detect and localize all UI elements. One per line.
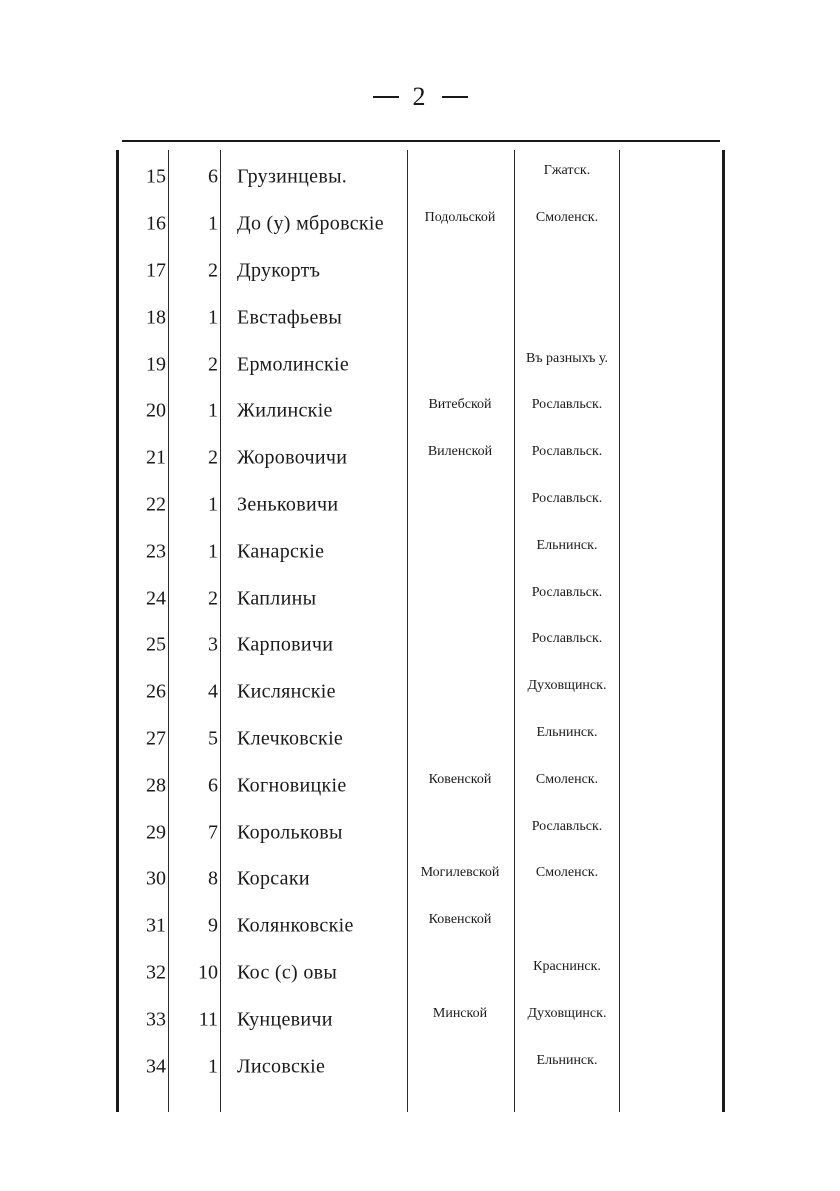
entry-number: 16	[146, 212, 166, 235]
family-name: Евстафьевы	[237, 306, 343, 329]
district: Ельнинск.	[536, 537, 598, 553]
group-number: 7	[208, 821, 218, 844]
province: Витебской	[428, 397, 492, 413]
province: Виленской	[427, 444, 493, 460]
group-number: 6	[208, 165, 218, 188]
family-name: Колянковскіе	[237, 914, 354, 937]
group-number: 9	[208, 914, 218, 937]
district: Краснинск.	[533, 958, 601, 974]
group-number: 1	[208, 399, 218, 422]
page-number: 2	[412, 82, 428, 112]
province: Могилевской	[420, 865, 500, 881]
entry-number: 20	[146, 399, 166, 422]
family-name: Клечковскіе	[237, 727, 344, 750]
district: Рославльск.	[531, 397, 603, 413]
family-name: Грузинцевы.	[237, 165, 348, 188]
group-number: 2	[208, 446, 218, 469]
province: Ковенской	[428, 912, 492, 928]
family-name: Кислянскіе	[237, 680, 336, 703]
group-number: 1	[208, 306, 218, 329]
table-row	[116, 950, 728, 997]
group-number: 8	[208, 867, 218, 890]
table-row	[116, 856, 728, 903]
family-name: Друкортъ	[237, 259, 321, 282]
family-name: Кунцевичи	[237, 1008, 333, 1031]
family-name: Лисовскіе	[237, 1055, 326, 1078]
district: Рославльск.	[531, 444, 603, 460]
entry-number: 18	[146, 306, 166, 329]
district: Гжатск.	[543, 163, 591, 179]
entry-number: 17	[146, 259, 166, 282]
family-name: Жоровочичи	[237, 446, 348, 469]
district: Рославльск.	[531, 584, 603, 600]
district: Духовщинск.	[527, 1005, 607, 1021]
table-row	[116, 903, 728, 950]
group-number: 1	[208, 1055, 218, 1078]
family-name: Зеньковичи	[237, 493, 339, 516]
table-row	[116, 435, 728, 482]
table-row	[116, 482, 728, 529]
district: Ельнинск.	[536, 1052, 598, 1068]
family-name: Канарскіе	[237, 540, 325, 563]
table-row	[116, 669, 728, 716]
group-number: 2	[208, 259, 218, 282]
group-number: 11	[198, 1008, 218, 1031]
table-row	[116, 341, 728, 388]
table-row	[116, 622, 728, 669]
district: Смоленск.	[535, 771, 599, 787]
page-header	[0, 80, 840, 112]
group-number: 10	[198, 961, 218, 984]
group-number: 6	[208, 774, 218, 797]
table-row	[116, 248, 728, 295]
entry-number: 28	[146, 774, 166, 797]
entry-number: 24	[146, 587, 166, 610]
group-number: 1	[208, 212, 218, 235]
family-name: До (у) мбровскіе	[237, 212, 384, 235]
province: Ковенской	[428, 771, 492, 787]
left-dash	[373, 96, 399, 98]
table-row	[116, 201, 728, 248]
entry-number: 23	[146, 540, 166, 563]
entry-number: 21	[146, 446, 166, 469]
table-rows	[116, 154, 728, 1090]
district: Въ разныхъ у.	[525, 350, 609, 366]
entry-number: 30	[146, 867, 166, 890]
table-row	[116, 388, 728, 435]
group-number: 5	[208, 727, 218, 750]
province: Минской	[432, 1005, 488, 1021]
right-dash	[442, 96, 468, 98]
table-row	[116, 528, 728, 575]
district: Рославльск.	[531, 490, 603, 506]
entry-number: 29	[146, 821, 166, 844]
family-name: Корсаки	[237, 867, 310, 890]
table-row	[116, 154, 728, 201]
province: Подольской	[424, 210, 496, 226]
table-row	[116, 1043, 728, 1090]
entry-number: 26	[146, 680, 166, 703]
district: Духовщинск.	[527, 678, 607, 694]
entry-number: 32	[146, 961, 166, 984]
entry-number: 34	[146, 1055, 166, 1078]
entry-number: 25	[146, 633, 166, 656]
family-name: Жилинскіе	[237, 399, 333, 422]
district: Смоленск.	[535, 865, 599, 881]
district: Смоленск.	[535, 210, 599, 226]
group-number: 1	[208, 540, 218, 563]
entry-number: 33	[146, 1008, 166, 1031]
group-number: 1	[208, 493, 218, 516]
family-name: Каплины	[237, 587, 317, 610]
family-name: Карповичи	[237, 633, 334, 656]
register-table	[116, 150, 728, 1112]
table-row	[116, 575, 728, 622]
table-row	[116, 716, 728, 763]
group-number: 2	[208, 353, 218, 376]
entry-number: 15	[146, 165, 166, 188]
group-number: 4	[208, 680, 218, 703]
district: Рославльск.	[531, 631, 603, 647]
district: Рославльск.	[531, 818, 603, 834]
top-rule	[122, 140, 720, 142]
group-number: 3	[208, 633, 218, 656]
entry-number: 31	[146, 914, 166, 937]
family-name: Когновицкіе	[237, 774, 347, 797]
family-name: Корольковы	[237, 821, 343, 844]
entry-number: 22	[146, 493, 166, 516]
table-row	[116, 996, 728, 1043]
entry-number: 27	[146, 727, 166, 750]
family-name: Кос (с) овы	[237, 961, 338, 984]
family-name: Ермолинскіе	[237, 353, 350, 376]
district: Ельнинск.	[536, 724, 598, 740]
table-row	[116, 762, 728, 809]
entry-number: 19	[146, 353, 166, 376]
group-number: 2	[208, 587, 218, 610]
table-row	[116, 294, 728, 341]
table-row	[116, 809, 728, 856]
